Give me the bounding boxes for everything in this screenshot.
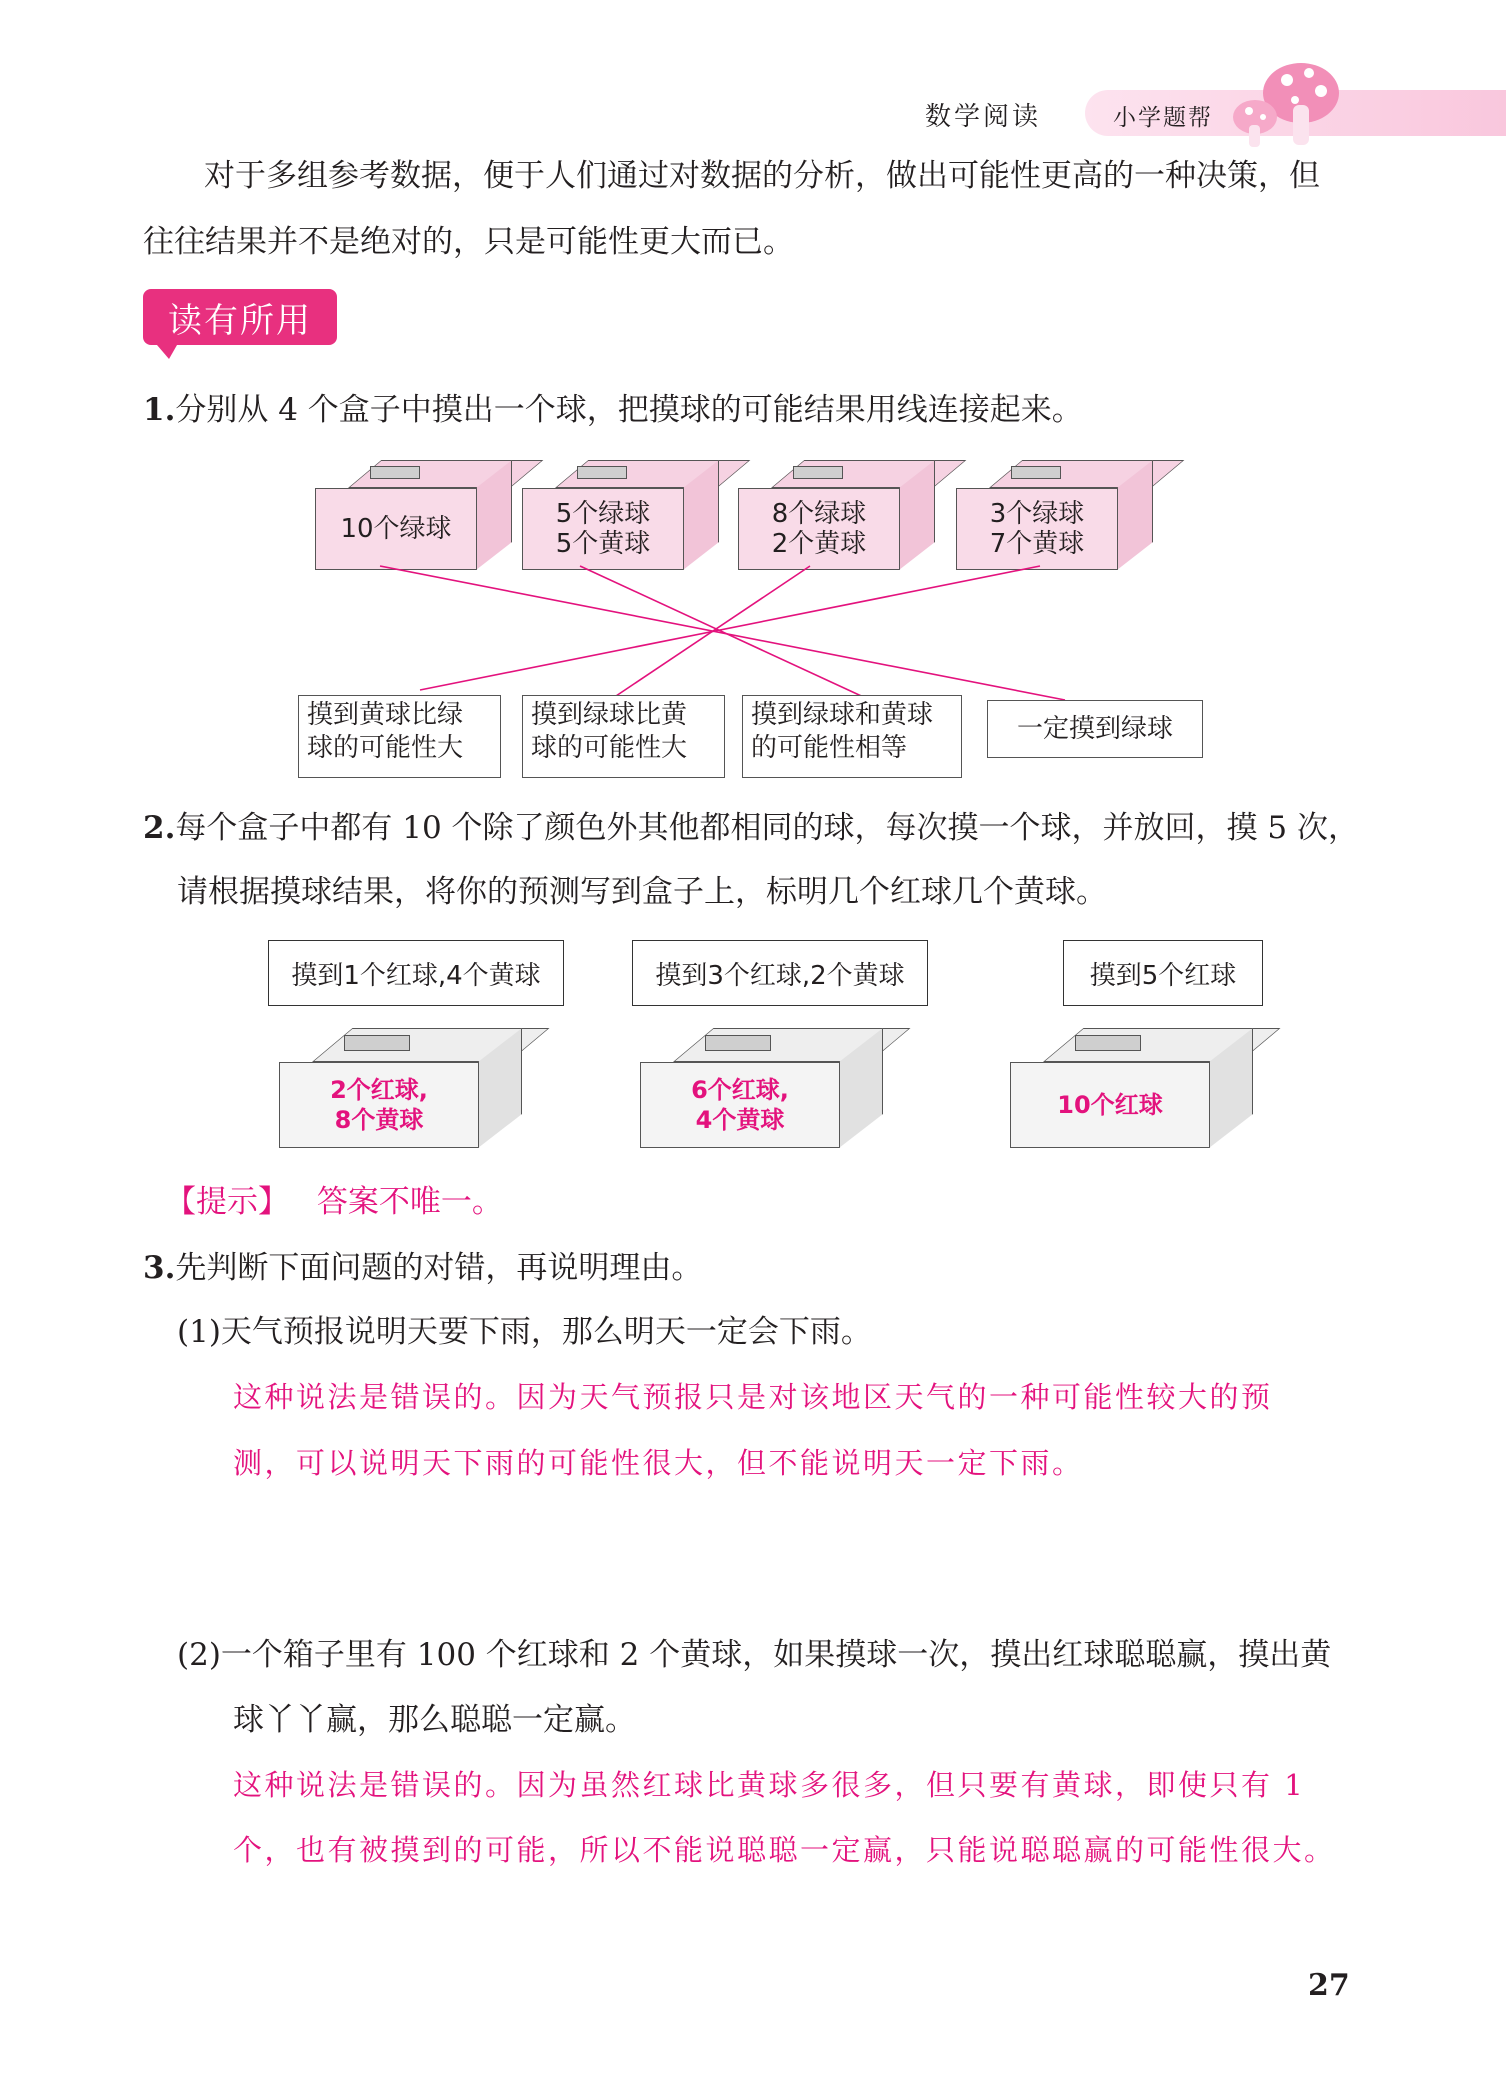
q2-question-line-2: 请根据摸球结果，将你的预测写到盒子上，标明几个红球几个黄球。 (177, 874, 1107, 910)
q3-sub1-answer-line-1: 这种说法是错误的。因为天气预报只是对该地区天气的一种可能性较大的预 (233, 1380, 1273, 1414)
q2-hint-label: 【提示】 (165, 1184, 289, 1220)
line-box4-outcome1 (420, 566, 1040, 690)
q3-sub2-question-line-2: 球丫丫赢，那么聪聪一定赢。 (233, 1702, 636, 1738)
q1-number: 1. (143, 392, 176, 428)
line-box1-outcome4 (380, 566, 1065, 700)
q2-answer-1-line2: 8个黄球 (334, 1106, 424, 1134)
q1-box-3-line1: 8个绿球 (771, 499, 867, 529)
line-box3-outcome2 (610, 566, 810, 700)
q3-sub2-answer-line-2: 个，也有被摸到的可能，所以不能说聪聪一定赢，只能说聪聪赢的可能性很大。 (233, 1833, 1336, 1867)
q1-box-2-line1: 5个绿球 (555, 499, 651, 529)
line-box2-outcome3 (580, 566, 870, 700)
section-tag: 读有所用 (143, 289, 337, 345)
q3-number: 3. (143, 1250, 176, 1286)
q2-question-line-1: 2.每个盒子中都有 10 个除了颜色外其他都相同的球，每次摸一个球，并放回，摸 5 次， (143, 810, 1359, 846)
q2-hint-text: 答案不唯一。 (316, 1184, 503, 1220)
q2-answer-1-line1: 2个红球, (330, 1076, 428, 1104)
q1-outcome-4: 一定摸到绿球 (987, 700, 1203, 758)
q2-result-1: 摸到1个红球,4个黄球 (268, 940, 564, 1006)
q2-hint (165, 1182, 503, 1222)
q3-sub2-label: (2) (177, 1637, 221, 1673)
q1-box-4-line1: 3个绿球 (989, 499, 1085, 529)
q1-outcome-1: 摸到黄球比绿 球的可能性大 (298, 695, 501, 778)
header-series: 小学题帮 (1113, 105, 1213, 131)
q1-outcome-3: 摸到绿球和黄球 的可能性相等 (742, 695, 962, 778)
intro-line-2: 往往结果并不是绝对的，只是可能性更大而已。 (143, 224, 794, 260)
q1-box-1-line1: 10个绿球 (340, 514, 452, 544)
q2-result-3: 摸到5个红球 (1063, 940, 1263, 1006)
page-number: 27 (1308, 1968, 1350, 2003)
intro-line-1: 对于多组参考数据，便于人们通过对数据的分析，做出可能性更高的一种决策，但 (204, 158, 1320, 194)
header-book-title: 数学阅读 (925, 102, 1042, 132)
q3-sub1-question: (1)天气预报说明天要下雨，那么明天一定会下雨。 (177, 1314, 872, 1350)
q1-box-4-line2: 7个黄球 (989, 529, 1085, 559)
q1-box-3-line2: 2个黄球 (771, 529, 867, 559)
q3-sub1-answer-line-2: 测，可以说明天下雨的可能性很大，但不能说明天一定下雨。 (233, 1446, 1084, 1480)
q1-text: 分别从 4 个盒子中摸出一个球，把摸球的可能结果用线连接起来。 (175, 392, 1083, 428)
q2-result-2: 摸到3个红球,2个黄球 (632, 940, 928, 1006)
q2-answer-2-line1: 6个红球, (691, 1076, 789, 1104)
q3-question: 3.先判断下面问题的对错，再说明理由。 (143, 1250, 703, 1286)
q2-answer-3-line1: 10个红球 (1057, 1091, 1163, 1119)
q1-connection-lines (0, 0, 1506, 800)
q2-number: 2. (143, 810, 176, 846)
q1-outcome-2: 摸到绿球比黄 球的可能性大 (522, 695, 725, 778)
q3-sub2-answer-line-1: 这种说法是错误的。因为虽然红球比黄球多很多，但只要有黄球，即使只有 1 (233, 1768, 1306, 1802)
q3-sub2-question-line-1: (2)一个箱子里有 100 个红球和 2 个黄球，如果摸球一次，摸出红球聪聪赢，摸出黄 (177, 1637, 1332, 1673)
q2-answer-2-line2: 4个黄球 (695, 1106, 785, 1134)
q1-box-2-line2: 5个黄球 (555, 529, 651, 559)
q3-sub1-label: (1) (177, 1314, 221, 1350)
